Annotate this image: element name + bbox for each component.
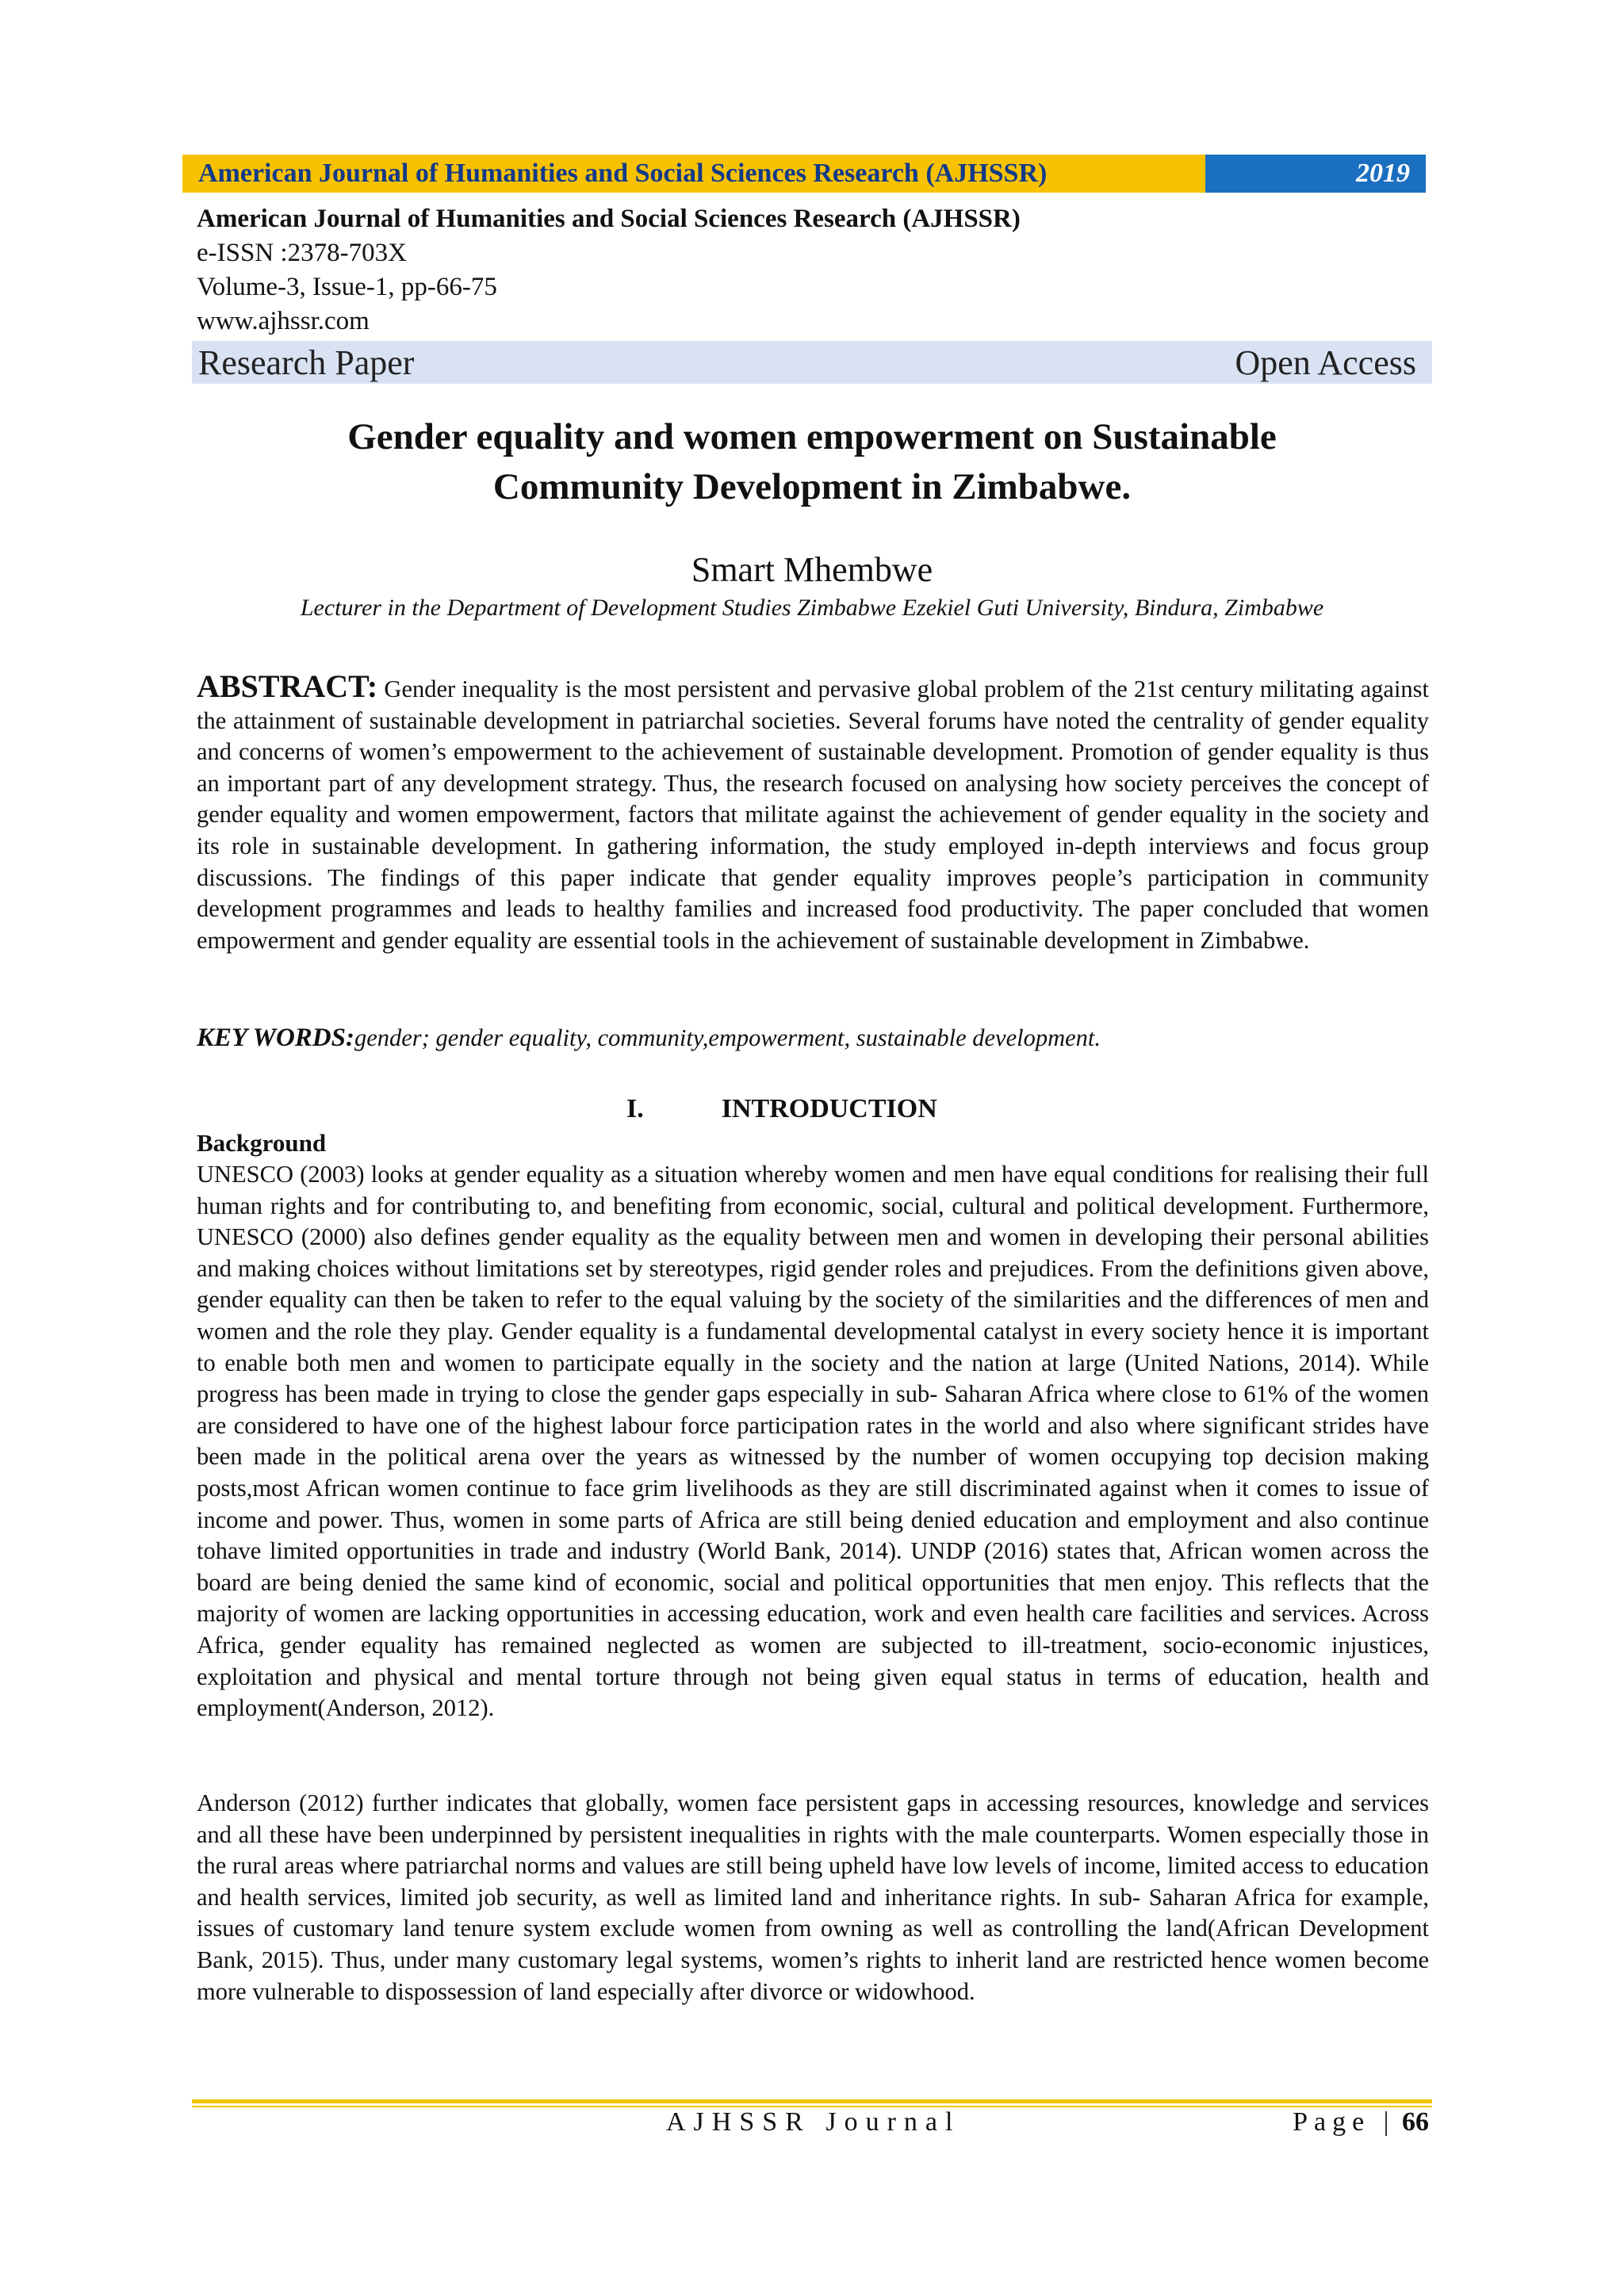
access-type: Open Access <box>1235 342 1416 382</box>
keywords-label: KEY WORDS: <box>197 1024 354 1052</box>
page-label: Page | <box>1293 2107 1396 2137</box>
section-heading <box>626 1094 937 1124</box>
journal-name: American Journal of Humanities and Social Sciences Research (AJHSSR) <box>197 205 1021 233</box>
footer-page <box>1293 2107 1429 2137</box>
volume-issue: Volume-3, Issue-1, pp-66-75 <box>197 273 497 301</box>
keywords <box>197 1023 1429 1054</box>
title-line-1: Gender equality and women empowerment on Sustainable <box>347 416 1277 457</box>
paper-title <box>192 412 1432 512</box>
paper-type: Research Paper <box>198 342 415 382</box>
section-number: I. <box>626 1094 644 1123</box>
banner-year: 2019 <box>1205 155 1426 193</box>
intro-paragraph-1: UNESCO (2003) looks at gender equality as a situation whereby women and men have equal conditions for realising their full human rights and for contributing to, and benefiting from economic, social, cultural and political development. Furthermore, UNESCO (2000) also defines gender equality as the equality between men and women in developing their personal abilities and making choices without limitations set by stereotypes, rigid gender roles and prejudices. From the definitions given above, gender equality can then be taken to refer to the equal valuing by the society of the similarities and the differences of men and women and the role they play. Gender equality is a fundamental developmental catalyst in every society hence it is important to enable both men and women to participate equally in the society and the nation at large (United Nations, 2014). While progress has been made in trying to close the gender gaps especially in sub- Saharan Africa where close to 61% of the women are considered to have one of the highest labour force participation rates in the world and also where significant strides have been made in the political arena over the years as witnessed by the number of women occupying top decision making posts,most African women continue to face grim livelihoods as they are still discriminated against when it comes to issue of income and power. Thus, women in some parts of Africa are still being denied education and employment and also continue tohave limited opportunities in trade and industry (World Bank, 2014). UNDP (2016) states that, African women across the board are being denied the same kind of economic, social and political opportunities that men enjoy. This reflects that the majority of women are lacking opportunities in accessing education, work and even health care facilities and services. Across Africa, gender equality has remained neglected as women are subjected to ill-treatment, socio-economic injustices, exploitation and physical and mental torture through not being given equal status in terms of education, health and employment(Anderson, 2012). <box>197 1161 1429 1722</box>
page-number: 66 <box>1402 2107 1429 2137</box>
abstract-text: Gender inequality is the most persistent and pervasive global problem of the 21st century militating against the attainment of sustainable development in patriarchal societies. Several forums have noted the centrality of gender equality and concerns of women’s empowerment to the achievement of sustainable development. Promotion of gender equality is thus an important part of any development strategy. Thus, the research focused on analysing how society perceives the concept of gender equality and women empowerment, factors that militate against the achievement of gender equality in the society and its role in sustainable development. In gathering information, the study employed in-depth interviews and focus group discussions. The findings of this paper indicate that gender equality improves people’s participation in community development programmes and leads to healthy families and increased food productivity. The paper concluded that women empowerment and gender equality are essential tools in the achievement of sustainable development in Zimbabwe. <box>197 675 1430 954</box>
section-title: INTRODUCTION <box>721 1094 937 1123</box>
banner-title: American Journal of Humanities and Social Sciences Research (AJHSSR) <box>182 155 1205 193</box>
keywords-text: gender; gender equality, community,empowerment, sustainable development. <box>354 1024 1101 1051</box>
section-bar <box>192 341 1432 384</box>
intro-paragraph-2: Anderson (2012) further indicates that globally, women face persistent gaps in accessing resources, knowledge and services and all these have been underpinned by persistent inequalities in rights with the male counterparts. Women especially those in the rural areas where patriarchal norms and values are still being upheld have low levels of income, limited access to education and health services, limited job security, as well as limited land and inheritance rights. In sub- Saharan Africa for example, issues of customary land tenure system exclude women from owning as well as controlling the land(African Development Bank, 2015). Thus, under many customary legal systems, women’s rights to inherit land are restricted hence women become more vulnerable to dispossession of land especially after divorce or widowhood. <box>197 1789 1429 2005</box>
title-line-2: Community Development in Zimbabwe. <box>492 466 1132 507</box>
abstract <box>197 668 1430 956</box>
author-affiliation: Lecturer in the Department of Development Studies Zimbabwe Ezekiel Guti University, Bindura, Zimbabwe <box>300 595 1324 621</box>
subsection-heading: Background <box>197 1129 327 1157</box>
journal-banner <box>182 155 1426 193</box>
issn: e-ISSN :2378-703X <box>197 239 407 267</box>
footer-journal: AJHSSR Journal <box>666 2107 961 2137</box>
journal-website: www.ajhssr.com <box>197 307 370 335</box>
footer-rule-thick <box>192 2099 1432 2103</box>
author-name: Smart Mhembwe <box>691 550 933 589</box>
journal-info <box>197 202 1386 339</box>
abstract-label: ABSTRACT: <box>197 668 378 704</box>
